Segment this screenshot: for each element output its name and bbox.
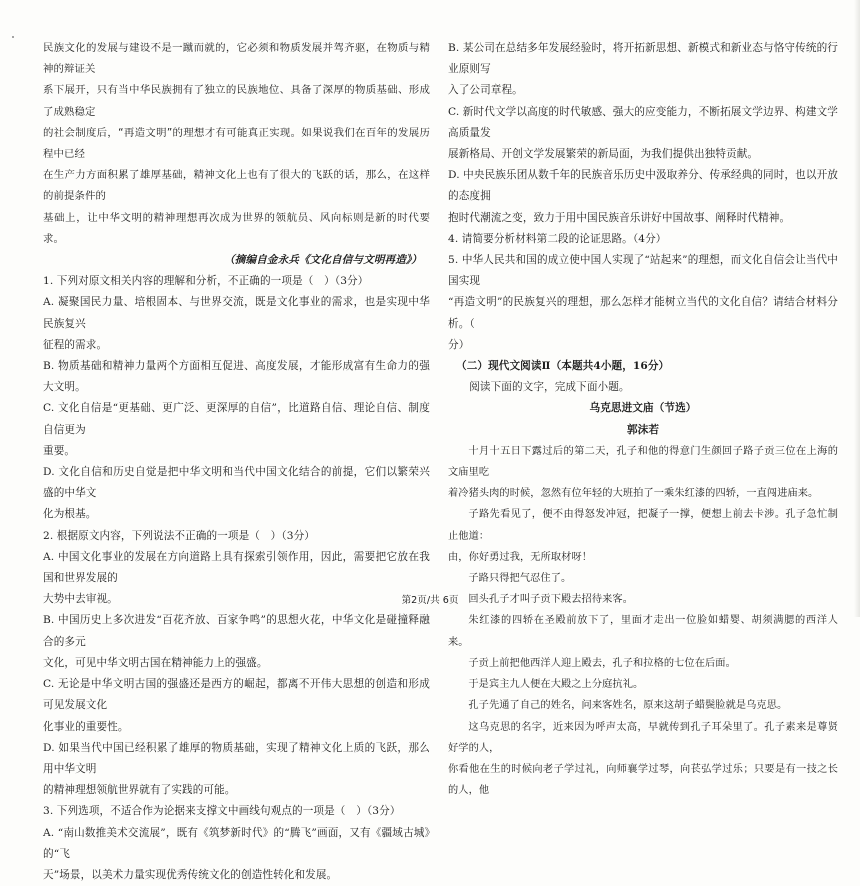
question-5 [448,250,838,356]
option-line: 文化，可见中华文明古国在精神能力上的强盛。 [43,656,268,669]
option-line: B. 物质基础和精神力量两个方面相互促进、高度发展，才能形成富有生命力的强大文明。 [43,360,430,394]
intro-line: 民族文化的发展与建设不是一蹴而就的，它必须和物质发展并驾齐驱，在物质与精神的辩证关 [43,42,430,76]
question-1 [43,271,430,525]
option-line: A. 中国文化事业的发展在方向道路上具有探索引领作用，因此，需要把它放在我国和世界发展的 [43,550,430,585]
source-citation: （摘编自金永兵《文化自信与文明再造》） [224,254,422,267]
section-heading: （二）现代文阅读Ⅱ（本题共4小题，16分） [456,360,670,373]
option-line: 天”场景，以美术力量实现优秀传统文化的创造性转化和发展。 [43,868,338,881]
question-4: 4. 请简要分析材料第二段的论证思路。（4分） [448,232,667,245]
story-line: 着冷猪头肉的时候，忽然有位年轻的大班拍了一乘朱红漆的四轿，一直闯进庙来。 [448,488,819,500]
option-line: 入了公司章程。 [448,84,523,97]
question-3 [43,801,430,886]
option-line: 展新格局、开创文学发展繁荣的新局面，为我们提供出独特贡献。 [448,148,759,161]
story-line: 你看他在生的时候向老子学过礼，向师襄学过琴，向苌弘学过乐；只要是有一技之长的人，他 [448,763,838,797]
story-line: 子贡上前把他西洋人迎上殿去，孔子和拉格的七位在后面。 [468,657,736,669]
intro-line: 系下展开，只有当中华民族拥有了独立的民族地位、具备了深厚的物质基础、形成了成熟稳定 [43,84,430,118]
option-line: D. 文化自信和历史自觉是把中华文明和当代中国文化结合的前提，它们以繁荣兴盛的中华文 [43,466,430,500]
story-line: 孔子先通了自己的姓名，问来客姓名，原来这胡子蜡鬓脸就是乌克思。 [468,700,788,712]
page-number: 第2页/共 6页 [401,595,459,606]
scan-speck [12,36,14,38]
story-line: 十月十五日下露过后的第二天，孔子和他的得意门生颜回子路子贡三位在上海的文庙里吃 [448,445,838,479]
intro-paragraph [43,38,430,250]
story-line: 子路先看见了，便不由得怒发冲冠，把凝子一撑，便想上前去卡涉。孔子急忙制止他道： [448,509,838,542]
story-author: 郭沫若 [626,423,660,436]
intro-line: 基础上，让中华文明的精神理想再次成为世界的领航员、风向标则是新的时代要求。 [43,211,430,245]
story-line: 子路只得把气忍住了。 [468,573,572,585]
option-line: D. 如果当代中国已经积累了雄厚的物质基础，实现了精神文化上质的飞跃，那么用中华文明 [43,741,430,775]
option-line: 的精神理想领航世界就有了实践的可能。 [43,784,236,797]
question-stem: “再造文明”的民族复兴的理想，那么怎样才能树立当代的文化自信？请结合材料分析。（ [448,296,838,330]
story-line: 于是宾主九人便在大殿之上分庭抗礼。 [468,679,644,691]
option-line: B. 中国历史上多次进发“百花齐放、百家争鸣”的思想火花，中华文化是碰撞释融合的多元 [43,614,430,648]
option-line: 重要。 [43,444,76,457]
question-stem: 3. 下列选项，不适合作为论据来支撑文中画线句观点的一项是（ ）（3分） [43,805,401,818]
option-line: A. “南山数推美术交流展”，既有《筑梦新时代》的“腾飞”画面，又有《疆域古城》的“飞 [43,826,430,860]
option-line: A. 凝聚国民力量、培根固本、与世界交流，既是文化事业的需求，也是实现中华民族复兴 [43,296,430,330]
option-line: D. 中央民族乐团从数千年的民族音乐历史中汲取养分、传承经典的同时，也以开放的态度拥 [448,169,838,203]
question-3-continued [448,38,838,229]
option-line: C. 文化自信是“更基础、更广泛、更深厚的自信”，比道路自信、理论自信、制度自信更为 [43,402,430,436]
page-edge-shadow [854,0,860,617]
story-line: 这乌克思的名字，近来因为呼声太高，早就传到孔子耳朵里了。孔子素来是尊贤好学的人， [448,721,838,754]
left-column [43,38,430,886]
reading-instruction: 阅读下面的文字，完成下面小题。 [469,381,630,394]
question-stem: 2. 根据原文内容，下列说法不正确的一项是（ ）（3分） [43,529,315,542]
option-line: B. 某公司在总结多年发展经验时，将开拓新思想、新模式和新业态与恪守传统的行业原则写 [448,42,838,76]
question-stem: 分） [448,338,470,351]
right-column [448,38,838,801]
option-line: C. 新时代文学以高度的时代敏感、强大的应变能力，不断拓展文学边界、构建文学高质量发 [448,105,838,139]
story-line: 朱红漆的四轿在圣殿前放下了，里面才走出一位脸如蜡婴、胡须满腮的西洋人来。 [448,615,838,648]
option-line: 大势中去审视。 [43,593,118,606]
intro-line: 在生产力方面积累了雄厚基础，精神文化上也有了很大的飞跃的话，那么，在这样的前提条件的 [43,169,430,203]
story-line: 回头孔子才叫子贡下殿去招待来客。 [468,594,633,606]
option-line: 抱时代潮流之变，致力于用中国民族音乐讲好中国故事、阐释时代精神。 [448,211,791,224]
story-text [448,441,838,801]
option-line: C. 无论是中华文明古国的强盛还是西方的崛起，都离不开伟大思想的创造和形成可见发展文化 [43,678,430,712]
option-line: 征程的需求。 [43,338,108,351]
intro-line: 的社会制度后，“再造文明”的理想才有可能真正实现。如果说我们在百年的发展历程中已经 [43,126,430,161]
question-stem: 5. 中华人民共和国的成立使中国人实现了“站起来”的理想，而文化自信会让当代中国实现 [448,254,838,288]
story-line: 由，你好勇过我，无所取材呀！ [448,551,593,563]
option-line: 化事业的重要性。 [43,720,129,733]
question-stem: 1. 下列对原文相关内容的理解和分析，不正确的一项是（ ）（3分） [43,275,369,288]
story-title: 乌克思进文庙（节选） [589,402,697,415]
option-line: 化为根基。 [43,508,97,521]
question-2 [43,526,430,802]
